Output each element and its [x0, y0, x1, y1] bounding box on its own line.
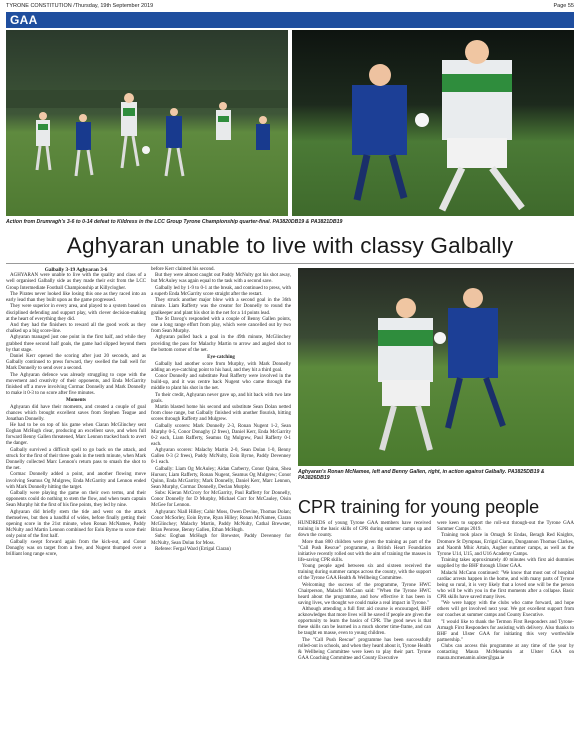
- main-story-column-2: [151, 267, 291, 553]
- paragraph: Galbally were playing the game on their own terms, and their opponents could do nothing to stem the flow, and when team captain Sean Murphy hit the first of his fine points, they led by nine.: [6, 490, 146, 509]
- paragraph: HUNDREDS of young Tyrone GAA members have received training in the basic skills of CPR during summer camps up and down the county.: [298, 521, 431, 539]
- paragraph: Subs: Kieran McCrory for McGarrity, Paul Rafferty for Donnelly, Conor Donnelly for D Murphy, Michael Corr for McCauley, Oisin McGee for Lennon.: [151, 491, 291, 509]
- paragraph: They were superior in every area, and played to a system based on disciplined defending and support play, with clever decision-making at the heart of everything they did.: [6, 304, 146, 322]
- match-photo-right: [292, 30, 574, 216]
- paragraph: Galbally swept forward again from the kick-out, and Conor Donaghy was on target from a free, and Nugent thumped over a brilliant long range score,: [6, 540, 146, 558]
- paragraph: He had to be on top of his game when Ciaran McGlinchey sent Eoghan McHugh clear, producing an excellent save, and when full forward Benny Gallen threatened, Marc Lennon tracked back to avert the danger.: [6, 423, 146, 447]
- paragraph: Referee: Fergal Ward (Errigal Ciaran): [155, 546, 231, 552]
- cpr-headline: CPR training for young people: [298, 497, 540, 517]
- paragraph: More than 800 children were given the training as part of the "Call Push Rescue" programme, a British Heart Foundation initiative recently rolled out with the aim of training the masses in life-saving CPR skills.: [298, 539, 431, 563]
- paragraph: Galbally survived a difficult spell to go back on the attack, and struck for the first of their three goals in the tenth minute, when Mark Donnelly collected Marc Lennon's return pass to smash the shot to the net.: [6, 447, 146, 472]
- paragraph: The St Davog's responded with a couple of Benny Gallen points, one a long range effort from play, which were cancelled out by two from Sean Murphy.: [151, 316, 291, 335]
- main-story-column-1: [6, 267, 146, 559]
- subheading: Eye-catching: [207, 354, 235, 360]
- paragraph: To their credit, Aghyaran never gave up, and hit back with two late goals.: [151, 392, 291, 404]
- paragraph: Galbally had another score from Murphy, with Mark Donnelly adding an eye-catching point to his haul, and they hit a third goal.: [151, 361, 291, 373]
- paragraph: And they had the finishers to reward all the good work as they chalked up a big score-line.: [6, 322, 146, 335]
- paragraph: The Pirates never looked like losing this one as they raced into an early lead than they built upon as the game progressed.: [6, 291, 146, 304]
- paragraph: Martin blasted home his second and substitute Sean Dolan netted from close range, but Galbally finished with another flourish, hitting scores through Rafferty and Mulgrew.: [151, 405, 291, 423]
- paragraph: Aghyaran did have their moments, and created a couple of goal chances which brought excellent saves from Stephen Teague and Jonathan Donnelly.: [6, 404, 146, 422]
- paragraph: Conor Donnelly and substitute Paul Rafferty were involved in the build-up, and it was centre back Nugent who came through the middle to plant his shot in the net.: [151, 374, 291, 392]
- top-photo-caption: Action from Drumragh's 3-6 to 0-14 defeat to Kildress in the LCC Group Tyrone Championship quarter-final. PA3820DB19 & PA3821DB19: [6, 219, 343, 225]
- paragraph: Training took place in Omagh St Endas, Beragh Red Knights, Dromore St Dympnas, Errigal Ciaran, Dungannon Thomas Clarkes, and Naomh Mhic Artain, Augher summer camps, as well as the Tyrone U14, U15, and U16 Academy Camps.: [437, 533, 574, 557]
- paragraph: Subs: Eoghan McHugh for Brewster, Paddy Devenney for McNulty, Sean Dolan for Moss.: [151, 534, 291, 546]
- paragraph: The "Call Push Rescue" programme has been successfully rolled-out in schools, and when they heard about it, Tyrone Health & Wellbeing Committee were keen to play their part. Tyrone GAA Coaching Committee and County Executive: [298, 637, 431, 661]
- paragraph: before Kerr claimed his second.: [151, 267, 215, 272]
- paragraph: Malachi McCann continued: "We know that most out of hospital cardiac arrests happen in the home, and with many parts of Tyrone being so rural, it is very likely that a loved one will be the person who will be with you in the first moments after a collapse. Basic CPR skills have saved many lives.: [437, 570, 574, 600]
- section-band: [6, 12, 574, 28]
- section-label: GAA: [10, 13, 38, 27]
- paragraph: The Aghyaran defence was already struggling to cope with the movement and creativity of their opponents, and Enda McGarrity finished off a move involving Cormac Donnelly and Mark Donnelly to make it 0-3 to no score after five minutes.: [6, 372, 146, 396]
- paragraph: Young people aged between six and sixteen received the training during summer camps across the county, with the support of the Tyrone GAA Health & Wellbeing Committee.: [298, 564, 431, 582]
- publication-dateline: TYRONE CONSTITUTION /Thursday, 19th September 2019: [6, 3, 154, 9]
- paragraph: But they were almost caught out Paddy McNulty got his shot away, but McAuley was again equal to the task with a second save.: [151, 273, 291, 285]
- paragraph: Aghyaran did briefly stem the tide and went on the attack themselves, but then a handful of wides, before finally getting their opening score in the 21st minute, when Ronan McNamee, Paddy McNulty and Martin Lennon combined for Eoin Byrne to score their only point of the first half.: [6, 509, 146, 539]
- cpr-story-column-1: [298, 521, 431, 662]
- headline-rule: [6, 263, 574, 264]
- paragraph: Training takes approximately 40 minutes with first aid dummies supplied by the BHF through Ulster GAA.: [437, 558, 574, 570]
- paragraph: Galbally led by 1-9 to 0-1 at the break, and continued to press, with a superb Enda McGarrity score straight after the restart.: [151, 285, 291, 297]
- side-photo-caption: Aghyaran's Ronan McNamee, left and Benny Gallen, right, in action against Galbally. PA3825DB19 & PA3826DB19: [298, 469, 545, 482]
- paragraph: Welcoming the success of the programme, Tyrone HWC Chairperson, Malachi McCann said: "When the Tyrone HWC heard about the programme, and how effective it has been in saving lives, we thought we could make a real impact in Tyrone.": [298, 582, 431, 606]
- paragraph: Aghyaran managed just one point in the first half, and while they grabbed three second half goals, the game had slipped beyond them by that stage.: [6, 335, 146, 353]
- paragraph: Daniel Kerr opened the scoring after just 20 seconds, and as Galbally continued to press forward, they swelled the ball well for Mark Donnelly to send over a second.: [6, 354, 146, 372]
- paragraph: Aghyaran scorers: Malachy Martin 2-0, Sean Dolan 1-0, Benny Gallen 0-3 (2 frees), Paddy McNulty, Eoin Byrne, Paddy Devenney 0-1 each.: [151, 448, 291, 466]
- paragraph: Galbally scorers: Mark Donnelly 2-3, Ronan Nugent 1-2, Sean Murphy 0-5, Conor Donaghy (2 frees), Daniel Kerr, Enda McGarrity 0-2 each, Liam Rafferty, Seamus Og Mulgrew, Paul Rafferty 0-1 each.: [151, 423, 291, 447]
- score-line: Galbally 3-19 Aghyaran 3-6: [44, 267, 108, 273]
- paragraph: were keen to support the roll-out through-out the Tyrone GAA Summer Camps 2019.: [437, 521, 574, 533]
- subheading: Moments: [66, 397, 86, 403]
- paragraph: They struck another major blow with a second goal in the 36th minute. Liam Rafferty was the creator for Donnelly to round the goalkeeper and plant his shot in the net for a 14 points lead.: [151, 298, 291, 316]
- paragraph: Clubs can access this programme at any time of the year by contacting Maura McMenamin at Ulster GAA on maura.mcmenamin.ulster@gaa.ie: [437, 644, 574, 662]
- main-headline: Aghyaran unable to live with classy Galbally: [66, 233, 514, 258]
- paragraph: Cormac Donnelly added a point, and another flowing move involving Seamus Og Mulgrew, Enda McGarrity and Lennon ended with Mark Donnelly hitting the target.: [6, 472, 146, 490]
- page-number: Page 55: [553, 3, 574, 9]
- match-photo-left: [6, 30, 288, 216]
- paragraph: Aghyaran pulled back a goal in the 49th minute, McGlinchey providing the pass for Malachy Martin to arrow and angled shot to the bottom corner of the net.: [151, 335, 291, 353]
- cpr-story-column-2: [437, 521, 574, 663]
- paragraph: Galbally: Liam Og McAuley; Aidan Carberry, Conor Quinn, Shea Hurson; Liam Rafferty, Ronan Nugent, Seamus Og Mulgrew; Conor Quinn, Enda McGarrity; Mark Donnelly, Daniel Kerr, Marc Lennon, Sean Murphy, Cormac Donnelly, Declan Murphy.: [151, 466, 291, 490]
- paragraph: AGHYARAN were unable to live with the quality and class of a well organised Galbally side as they made their exit from the LCC Group Intermediate Football Championship at Killyclogher.: [6, 273, 146, 291]
- paragraph: Aghyaran: Niall Hilley; Cahir Moss, Owen Devine, Thomas Dolan; Conor McSorley, Eoin Byrne, Ryan Hilley; Ronan McNamee, Ciaran McGlinchey; Malachy Martin, Paddy McNulty, Cathal Brewster, Brian Penrose, Benny Gallen, Ethan McHugh.: [151, 509, 291, 534]
- paragraph: "I would like to thank the Termon First Responders and Tyrone-Armagh First Responders for assisting with delivery. Also thanks to BHF and Ulster GAA for initiating this very worthwhile partnership.": [437, 619, 574, 643]
- side-action-photo: [298, 268, 574, 466]
- paragraph: "We were happy with the clubs who came forward, and hope others will get involved next year. We got excellent support from our coaches at summer camps and County Executive.: [437, 601, 574, 619]
- paragraph: Although attending a full first aid course is encouraged, BHF acknowledges that more lives will be saved if people are given the opportunity to learn the basics of CPR. The good news is that these skills can be learned in a much shorter time-frame, and can be taught en masse, even to young children.: [298, 607, 431, 637]
